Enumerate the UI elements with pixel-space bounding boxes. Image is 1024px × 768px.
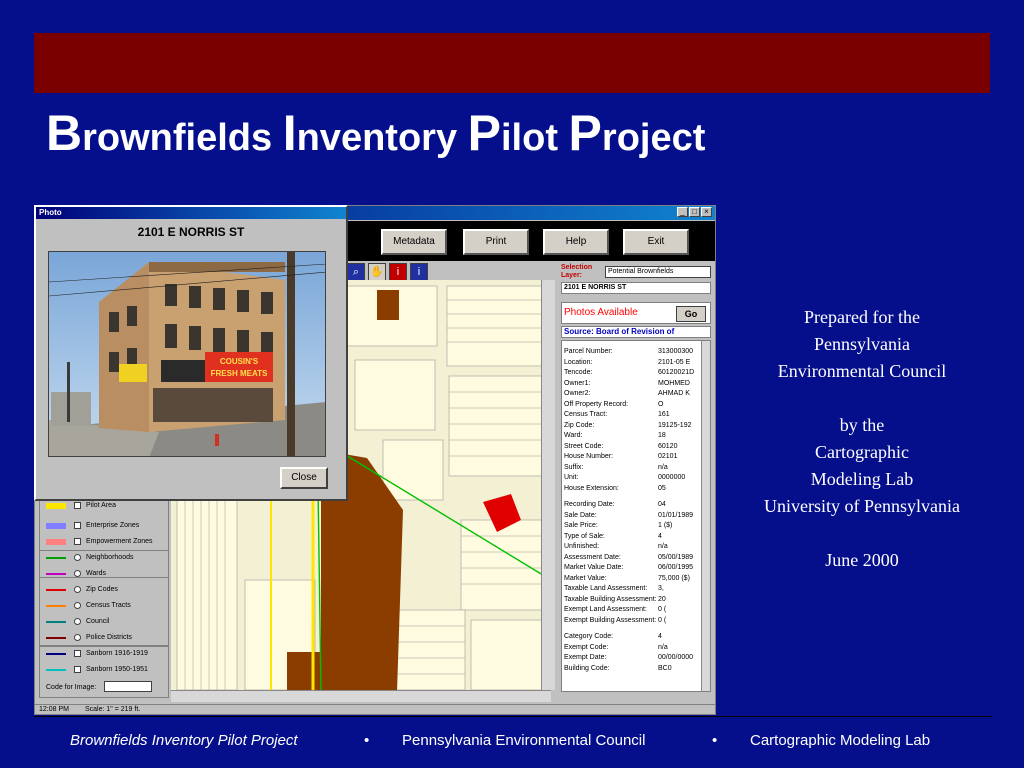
attribute-row [564,664,702,675]
credits-block [730,304,994,574]
help-button[interactable]: Help [543,229,609,255]
attribute-key: Type of Sale: [564,532,605,540]
attribute-key: Exempt Building Assessment: [564,616,657,624]
legend-item-enterprise-zones[interactable]: Enterprise Zones [40,519,170,533]
attribute-value: BC0 [658,664,672,672]
attribute-row [564,532,702,543]
attribute-value: 60120 [658,442,678,450]
attribute-row [564,563,702,574]
attribute-value: n/a [658,643,668,651]
title-accent-bar [34,33,990,93]
attribute-row [564,632,702,643]
identify-icon[interactable]: i [389,263,407,281]
attribute-value: 05/00/1989 [658,553,694,561]
source-label: Source: Board of Revision of [561,326,711,338]
map-horizontal-scrollbar[interactable] [171,690,551,702]
status-time: 12:08 PM [39,706,69,713]
attribute-row [564,500,702,511]
zoom-icon[interactable]: ⌕ [347,263,365,281]
selection-layer-label: Selection Layer: [561,264,593,279]
legend-item-neighborhoods[interactable]: Neighborhoods [40,551,170,565]
credits-date: June 2000 [825,550,899,570]
attribute-value: 313000300 [658,348,694,355]
credits-line: by the [839,415,885,435]
legend-item-police-districts[interactable]: Police Districts [40,631,170,645]
attribute-value: 18 [658,432,666,439]
info-panel [557,262,716,704]
attribute-value: 2101-05 E [658,358,691,366]
pilot-area-checkbox[interactable] [74,502,81,509]
attribute-value: 01/01/1989 [658,511,694,519]
attribute-key: Unfinished: [564,543,600,550]
attribute-key: Exempt Land Assessment: [564,606,647,613]
legend-item-sanborn-1916[interactable]: Sanborn 1916-1919 [40,647,170,661]
attribute-row [564,421,702,432]
attribute-key: Owner1: [564,379,591,387]
attribute-row [564,379,702,390]
enterprise-zones-checkbox[interactable] [74,522,81,529]
legend-item-pilot-area[interactable]: Pilot Area [40,499,170,513]
maximize-button[interactable]: □ [689,207,700,217]
attribute-row [564,643,702,654]
attribute-row [564,389,702,400]
attribute-value: 1 ($) [658,522,673,529]
map-vertical-scrollbar[interactable] [541,280,555,690]
attribute-value: 0000000 [658,474,686,481]
attribute-key: Location: [564,358,593,366]
code-for-image-row [40,681,170,695]
property-photo-image [49,252,326,457]
attribute-row [564,584,702,595]
attribute-key: Street Code: [564,442,604,450]
attribute-key: Unit: [564,474,579,481]
attribute-row [564,553,702,564]
pan-hand-icon[interactable]: ✋ [368,263,386,281]
attribute-value: 02101 [658,453,678,460]
parcel-address-field: 2101 E NORRIS ST [561,282,711,294]
metadata-button[interactable]: Metadata [381,229,447,255]
code-for-image-label: Code for Image: [46,684,97,691]
footer-project-title: Brownfields Inventory Pilot Project [70,732,298,749]
attribute-key: Recording Date: [564,501,615,508]
attribute-key: Suffix: [564,463,584,471]
attribute-value: 06/00/1995 [658,564,694,571]
footer-lab: Cartographic Modeling Lab [750,732,931,749]
attribute-key: House Number: [564,453,614,460]
attribute-row [564,463,702,474]
wards-radio[interactable] [74,570,81,577]
close-window-button[interactable]: × [701,207,712,217]
credits-line: Prepared for the [804,307,920,327]
attribute-row [564,452,702,463]
credits-line: Cartographic [815,442,909,462]
attribute-row [564,542,702,553]
attribute-key: Zip Code: [564,421,595,429]
selection-layer-dropdown[interactable]: Potential Brownfields [605,266,711,278]
attribute-key: Census Tract: [564,411,608,418]
footer [0,732,1024,752]
attribute-row [564,616,702,627]
attribute-value: 20 [658,595,666,603]
attribute-key: Off Property Record: [564,400,629,408]
attribute-value: 161 [658,411,670,418]
attribute-value: 60120021D [658,369,695,376]
attribute-value: O [658,400,664,408]
attribute-key: Building Code: [564,664,610,672]
print-button[interactable]: Print [463,229,529,255]
photo-address: 2101 E NORRIS ST [137,225,245,239]
attribute-key: House Extension: [564,484,619,492]
attribute-list [564,347,702,674]
sanborn-1916-checkbox[interactable] [74,650,81,657]
minimize-button[interactable]: _ [677,207,688,217]
attribute-key: Market Value Date: [564,564,624,571]
attribute-key: Assessment Date: [564,553,621,561]
legend-sanborn-group [39,646,169,698]
attribute-row [564,400,702,411]
status-scale: Scale: 1" = 219 ft. [85,706,141,713]
attribute-key: Market Value: [564,574,607,582]
legend-item-census-tracts[interactable]: Census Tracts [40,599,170,613]
zip-codes-radio[interactable] [74,586,81,593]
layer-legend [39,498,169,704]
attribute-row [564,605,702,616]
attribute-value: n/a [658,463,668,471]
property-photo [48,251,326,457]
attribute-row [564,368,702,379]
attribute-value: 19125-192 [658,421,692,429]
sanborn-1950-checkbox[interactable] [74,666,81,673]
attribute-row [564,484,702,495]
attribute-row [564,410,702,421]
status-bar [35,704,716,715]
info-icon[interactable]: i [410,263,428,281]
exit-button[interactable]: Exit [623,229,689,255]
footer-council: Pennsylvania Environmental Council [402,732,646,749]
photos-available-label: Photos Available [564,307,638,318]
attribute-key: Taxable Building Assessment: [564,595,657,603]
code-for-image-select[interactable] [104,681,152,692]
photo-dialog [34,205,348,501]
attribute-key: Taxable Land Assessment: [564,585,648,592]
attribute-row [564,473,702,484]
attribute-scrollbar[interactable] [701,341,710,691]
attribute-key: Exempt Date: [564,654,607,661]
legend-item-sanborn-1950[interactable]: Sanborn 1950-1951 [40,663,170,677]
attribute-value: 4 [658,532,662,540]
attribute-row [564,442,702,453]
go-button[interactable]: Go [676,306,706,322]
attribute-key: Tencode: [564,369,593,376]
close-photo-button[interactable]: Close [280,467,328,489]
attribute-value: n/a [658,543,668,550]
attribute-row [564,358,702,369]
attribute-key: Sale Price: [564,522,598,529]
attribute-row [564,521,702,532]
attribute-key: Parcel Number: [564,348,613,355]
attribute-value: 3, [658,585,664,592]
svg-text:FRESH MEATS: FRESH MEATS [210,369,268,378]
footer-rule [34,716,992,717]
attribute-list-box [561,340,711,692]
svg-text:COUSIN'S: COUSIN'S [219,357,259,366]
attribute-key: Sale Date: [564,511,597,519]
attribute-row [564,347,702,358]
census-tracts-radio[interactable] [74,602,81,609]
footer-bullet: • [712,732,718,749]
attribute-value: 05 [658,484,666,492]
attribute-row [564,511,702,522]
attribute-row [564,595,702,606]
attribute-key: Category Code: [564,633,614,640]
attribute-row [564,574,702,585]
legend-item-zip-codes[interactable]: Zip Codes [40,583,170,597]
attribute-value: 4 [658,633,662,640]
attribute-key: Ward: [564,432,583,439]
slide-title: Brownfields Inventory Pilot Project [46,105,706,161]
legend-item-empowerment-zones[interactable]: Empowerment Zones [40,535,170,549]
attribute-key: Owner2: [564,390,591,397]
attribute-value: 75,000 ($) [658,574,690,582]
credits-line: Modeling Lab [810,469,914,489]
attribute-value: 04 [658,501,666,508]
council-radio[interactable] [74,618,81,625]
credits-line: University of Pennsylvania [764,496,960,516]
photo-dialog-title: Photo [36,207,346,219]
credits-line: Environmental Council [777,361,947,381]
legend-item-council[interactable]: Council [40,615,170,629]
attribute-value: MOHMED [658,379,690,387]
footer-bullet: • [364,732,370,749]
police-districts-radio[interactable] [74,634,81,641]
credits-line: Pennsylvania [814,334,910,354]
legend-item-wards[interactable]: Wards [40,567,170,581]
attribute-row [564,431,702,442]
photos-box [561,302,711,324]
attribute-row [564,653,702,664]
empowerment-zones-checkbox[interactable] [74,538,81,545]
attribute-key: Exempt Code: [564,643,609,651]
attribute-value: 0 ( [658,616,667,624]
legend-boundaries-group [39,550,169,646]
attribute-value: 00/00/0000 [658,654,694,661]
attribute-value: 0 ( [658,606,667,613]
attribute-value: AHMAD K [658,390,690,397]
neighborhoods-radio[interactable] [74,554,81,561]
